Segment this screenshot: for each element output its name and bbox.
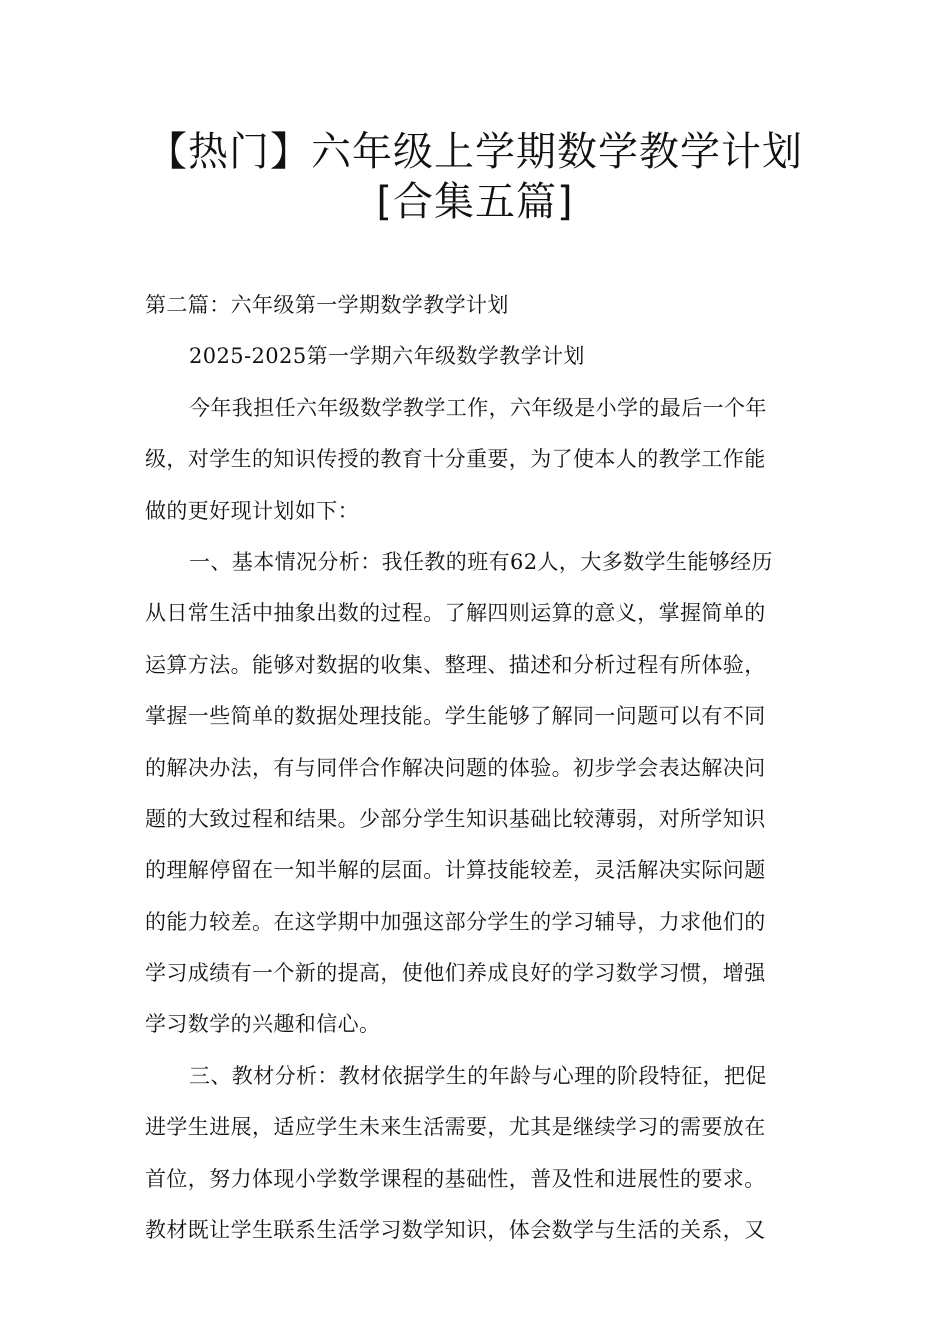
paragraph-line: 从日常生活中抽象出数的过程。了解四则运算的意义，掌握简单的	[145, 601, 766, 626]
paragraph-line: 进学生进展，适应学生未来生活需要，尤其是继续学习的需要放在	[145, 1115, 766, 1140]
paragraph-line: 首位，努力体现小学数学课程的基础性，普及性和进展性的要求。	[145, 1166, 766, 1191]
paragraph-line: 今年我担任六年级数学教学工作，六年级是小学的最后一个年	[189, 395, 767, 420]
paragraph-line: 教材既让学生联系生活学习数学知识，体会数学与生活的关系，又	[145, 1218, 766, 1243]
paragraph-line: 掌握一些简单的数据处理技能。学生能够了解同一问题可以有不同	[145, 704, 766, 729]
document-title-line-2: [合集五篇]	[376, 179, 574, 225]
paragraph-line: 的能力较差。在这学期中加强这部分学生的学习辅导，力求他们的	[145, 909, 766, 934]
section-heading: 第二篇：六年级第一学期数学教学计划	[145, 293, 509, 317]
document-body	[145, 280, 810, 1256]
paragraph-line: 的解决办法，有与同伴合作解决问题的体验。初步学会表达解决问	[145, 755, 766, 780]
paragraph-line: 学习成绩有一个新的提高，使他们养成良好的学习数学习惯，增强	[145, 961, 766, 986]
paragraph-line: 一、基本情况分析：我任教的班有62人，大多数学生能够经历	[189, 549, 773, 574]
paragraph-line: 三、教材分析：教材依据学生的年龄与心理的阶段特征，把促	[189, 1063, 767, 1088]
document-title-line-1: 【热门】六年级上学期数学教学计划	[147, 129, 803, 175]
paragraph-line: 题的大致过程和结果。少部分学生知识基础比较薄弱，对所学知识	[145, 806, 766, 831]
sub-title: 2025-2025第一学期六年级数学教学计划	[189, 344, 585, 369]
paragraph-line: 级，对学生的知识传授的教育十分重要，为了使本人的教学工作能	[145, 447, 766, 472]
paragraph-line: 的理解停留在一知半解的层面。计算技能较差，灵活解决实际问题	[145, 858, 766, 883]
paragraph-line: 运算方法。能够对数据的收集、整理、描述和分析过程有所体验，	[145, 652, 766, 677]
paragraph-line: 学习数学的兴趣和信心。	[145, 1012, 381, 1037]
paragraph-line: 做的更好现计划如下：	[145, 498, 359, 523]
